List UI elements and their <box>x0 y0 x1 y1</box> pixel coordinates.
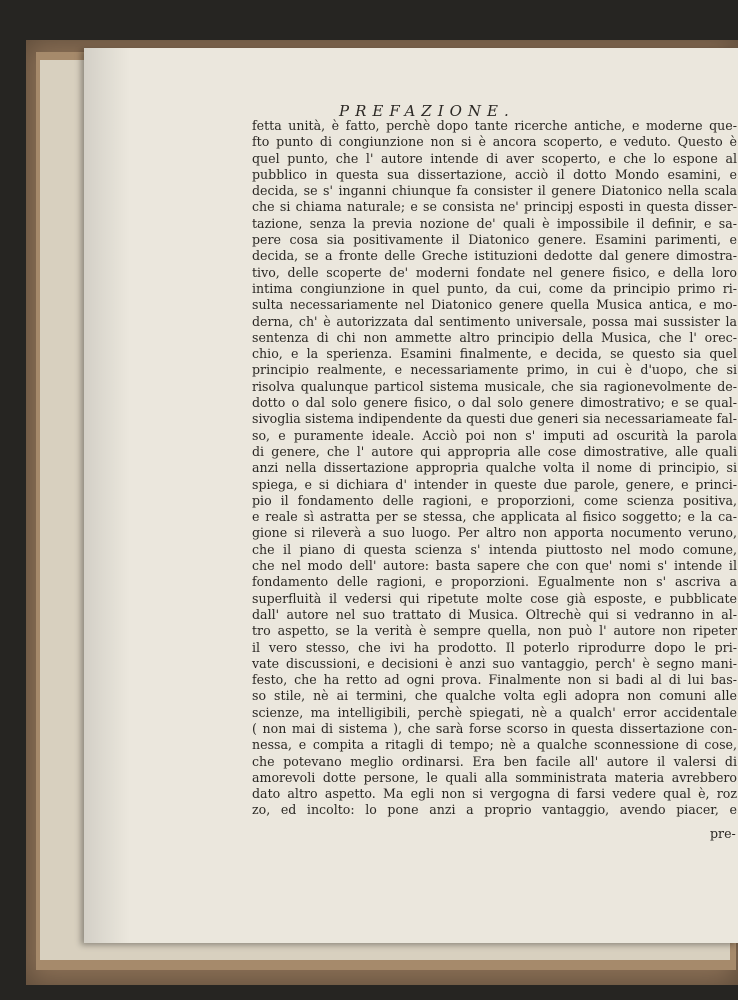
text-line: risolva qualunque particol sistema musicale, che sia ragionevolmente de- <box>252 378 737 394</box>
text-line: tivo, delle scoperte de' moderni fondate nel genere fisico, e della loro <box>252 264 737 280</box>
text-line: che si chiama naturale; e se consista ne' principj esposti in questa disser- <box>252 199 737 215</box>
text-line: spiega, e si dichiara d' intender in queste due parole, genere, e princi- <box>252 476 737 492</box>
text-line: dato altro aspetto. Ma egli non si vergogna di farsi vedere qual è, roz <box>252 786 737 802</box>
text-line: chio, e la sperienza. Esamini finalmente, e decida, se questo sia quel <box>252 346 737 362</box>
running-head: PREFAZIONE. <box>339 102 515 120</box>
text-line: che potevano meglio ordinarsi. Era ben facile all' autore il valersi di <box>252 753 737 769</box>
text-line: pere cosa sia positivamente il Diatonico genere. Esamini parimenti, e <box>252 232 737 248</box>
text-line: so, e puramente ideale. Acciò poi non s' imputi ad oscurità la parola <box>252 427 737 443</box>
text-line: decida, se s' inganni chiunque fa consister il genere Diatonico nella scala <box>252 183 737 199</box>
text-line: amorevoli dotte persone, le quali alla somministrata materia avrebbero <box>252 769 737 785</box>
text-line: pubblico in questa sua dissertazione, acciò il dotto Mondo esamini, e <box>252 166 737 182</box>
book-page <box>84 48 738 943</box>
text-line: dotto o dal solo genere fisico, o dal solo genere dimostrativo; e se qual- <box>252 395 737 411</box>
text-line: festo, che ha retto ad ogni prova. Finalmente non si badi al di lui bas- <box>252 672 737 688</box>
text-line: anzi nella dissertazione appropria qualche volta il nome di principio, si <box>252 460 737 476</box>
text-line: tro aspetto, se la verità è sempre quella, non può l' autore non ripeter <box>252 623 737 639</box>
text-line: sentenza di chi non ammette altro principio della Musica, che l' orec- <box>252 329 737 345</box>
text-line: che nel modo dell' autore: basta sapere che con que' nomi s' intende il <box>252 558 737 574</box>
text-line: sulta necessariamente nel Diatonico genere quella Musica antica, e mo- <box>252 297 737 313</box>
catchword: pre- <box>710 826 736 841</box>
text-line: gione si rileverà a suo luogo. Per altro non apporta nocumento veruno, <box>252 525 737 541</box>
text-line: ( non mai di sistema ), che sarà forse scorso in questa dissertazione con- <box>252 720 737 736</box>
text-line: fondamento delle ragioni, e proporzioni. Egualmente non s' ascriva a <box>252 574 737 590</box>
text-line: zo, ed incolto: lo pone anzi a proprio vantaggio, avendo piacer, e <box>252 802 737 818</box>
text-line: sivoglia sistema indipendente da questi due generi sia necessariameate fal- <box>252 411 737 427</box>
text-line: che il piano di questa scienza s' intenda piuttosto nel modo comune, <box>252 541 737 557</box>
text-line: di genere, che l' autore qui appropria alle cose dimostrative, alle quali <box>252 443 737 459</box>
text-line: decida, se a fronte delle Greche istituzioni dedotte dal genere dimostra- <box>252 248 737 264</box>
text-line: nessa, e compita a ritagli di tempo; nè a qualche sconnessione di cose, <box>252 737 737 753</box>
text-line: scienze, ma intelligibili, perchè spiegati, nè a qualch' error accidentale <box>252 704 737 720</box>
text-line: pio il fondamento delle ragioni, e proporzioni, come scienza positiva, <box>252 492 737 508</box>
text-line: vate discussioni, e decisioni è anzi suo vantaggio, perch' è segno mani- <box>252 655 737 671</box>
text-line: fetta unità, è fatto, perchè dopo tante ricerche antiche, e moderne que- <box>252 118 737 133</box>
text-line: il vero stesso, che ivi ha prodotto. Il poterlo riprodurre dopo le pri- <box>252 639 737 655</box>
text-line: so stile, nè ai termini, che qualche volta egli adopra non comuni alle <box>252 688 737 704</box>
text-line: principio realmente, e necessariamente primo, in cui è d'uopo, che si <box>252 362 737 378</box>
text-line: tazione, senza la previa nozione de' quali è impossibile il definir, e sa- <box>252 215 737 231</box>
text-line: quel punto, che l' autore intende di aver scoperto, e che lo espone al <box>252 150 737 166</box>
text-line: superfluità il vedersi qui ripetute molte cose già esposte, e pubblicate <box>252 590 737 606</box>
text-line: fto punto di congiunzione non si è ancora scoperto, e veduto. Questo è <box>252 134 737 150</box>
text-line: intima congiunzione in quel punto, da cui, come da principio primo ri- <box>252 280 737 296</box>
body-text <box>252 118 737 819</box>
text-line: dall' autore nel suo trattato di Musica. Oltrechè qui si vedranno in al- <box>252 606 737 622</box>
text-line: e reale sì astratta per se stessa, che applicata al fisico soggetto; e la ca- <box>252 509 737 525</box>
text-line: derna, ch' è autorizzata dal sentimento universale, possa mai sussister la <box>252 313 737 329</box>
